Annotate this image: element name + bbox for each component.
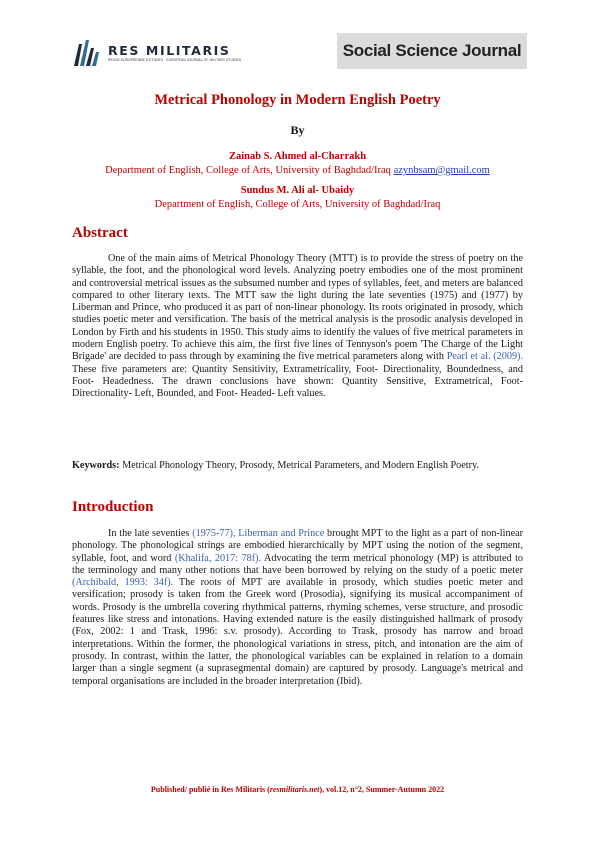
author-1-name: Zainab S. Ahmed al-Charrakh: [228, 151, 367, 162]
page-footer: [0, 785, 595, 794]
keywords: [72, 460, 523, 472]
abstract-heading: Abstract: [72, 225, 128, 241]
affiliation-1-text: Department of English, College of Arts, University of Baghdad/Iraq: [105, 165, 391, 176]
res-militaris-emblem-icon: [72, 38, 102, 68]
footer-prefix: Published/ publié in Res Militaris (: [150, 785, 270, 794]
intro-text-1: In the late seventies: [108, 528, 193, 539]
abstract-body: [72, 253, 523, 401]
keywords-label: Keywords:: [72, 460, 120, 471]
keywords-text: Metrical Phonology Theory, Prosody, Metrical Parameters, and Modern English Poetry.: [119, 460, 479, 471]
author-2-name: Sundus M. Ali al- Ubaidy: [240, 185, 355, 196]
abstract-text-b: These five parameters are: Quantity Sensitivity, Extrametricality, Foot- Directionality, Boundedness, and Foot- Headedness. The drawn conclusions have shown: Quantity Sensitive, Extrametrical, Foot- Directionality- Left, Bounded, and Foot- Headed- Left values.: [72, 363, 523, 400]
intro-citation-liberman-prince[interactable]: (1975-77), Liberman and Prince: [192, 528, 325, 539]
abstract-citation-pearl[interactable]: Pearl et al. (2009).: [446, 351, 524, 363]
logo-name: RES MILITARIS: [108, 42, 231, 58]
author-2-affiliation: Department of English, College of Arts, University of Baghdad/Iraq: [154, 199, 441, 210]
logo-tagline: REVUE EUROPÉENNE D'ETUDES · EUROPEAN JOURNAL OF MILITARY STUDIES: [108, 57, 242, 62]
footer-site-link[interactable]: resmilitaris.net: [269, 785, 320, 794]
intro-text-3: Advocating the term metrical phonology (MP) is attributed to the terminology and many other notions that have been borrowed by relying on the study of a poetic meter: [72, 552, 523, 576]
footer-suffix: ), vol.12, n°2, Summer-Autumn 2022: [319, 785, 445, 794]
journal-title: Social Science Journal: [342, 41, 522, 60]
journal-banner: [337, 33, 527, 69]
introduction-body: [72, 528, 523, 688]
by-line: By: [290, 123, 305, 137]
introduction-heading: Introduction: [72, 499, 154, 515]
author-1-affiliation: [0, 165, 595, 176]
res-militaris-logo: [72, 37, 262, 69]
paper-title: Metrical Phonology in Modern English Poetry: [154, 92, 441, 108]
author-1-email-link[interactable]: azynbsam@gmail.com: [393, 165, 490, 176]
abstract-text-a: One of the main aims of Metrical Phonology Theory (MTT) is to provide the stress of poetry on the syllable, the foot, and the phonological word levels. Analyzing poetry embodies one of the most prominent and controversial metrical issues as the subsumed number and types of syllables, feet, and meters are balanced compared to other literary texts. The MTT saw the light during the late seventies (1975) and (1977) by Liberman and Prince, who produced it as part of non-linear phonology. Its roots originated in prosody, which studies poetic meter and versification. The basis of the metrical analysis is the prosodic analysis developed in London by Firth and his students in 1950. This study aims to identify the values of five metrical parameters in modern English poetry. To achieve this aim, the first five lines of Tennyson's poem 'The Charge of the Light Brigade' are decided to pass through by examining the five metrical parameters along with: [72, 253, 523, 363]
intro-text-4: The roots of MPT are available in prosody, which studies poetic meter and versification; prosody is taken from the Greek word (Prosodia), signifying its musical accompaniment of words. Prosody is the umbrella covering rhythmical patterns, rhyming schemes, verse structure, and prosodic features like stress and intonations. Having extended nature is the easily distinguished hallmark of prosody (Fox, 2002: 1 and Trask, 1996: s.v. prosody). According to Trask, prosody has narrow and broad interpretations. Within the former, the phonological variations in stress, pitch, and intonation are the aim of prosody. In contrast, within the latter, the phonological variables can be explained in relation to a domain larger than a single segment (a suprasegmental domain) are captured by prosody. Language's metrical and temporal organisations are included in the broader interpretation (Ibid).: [72, 577, 523, 687]
intro-citation-archibald[interactable]: (Archibald, 1993: 34f).: [72, 577, 174, 589]
intro-citation-khalifa[interactable]: (Khalifa, 2017: 78f).: [174, 552, 262, 564]
intro-text-2: brought MPT to the light as a part of non-linear phonology. The phonological strings are embodied hierarchically by MPT using the notion of the segment, syllable, foot, and word: [72, 528, 524, 564]
